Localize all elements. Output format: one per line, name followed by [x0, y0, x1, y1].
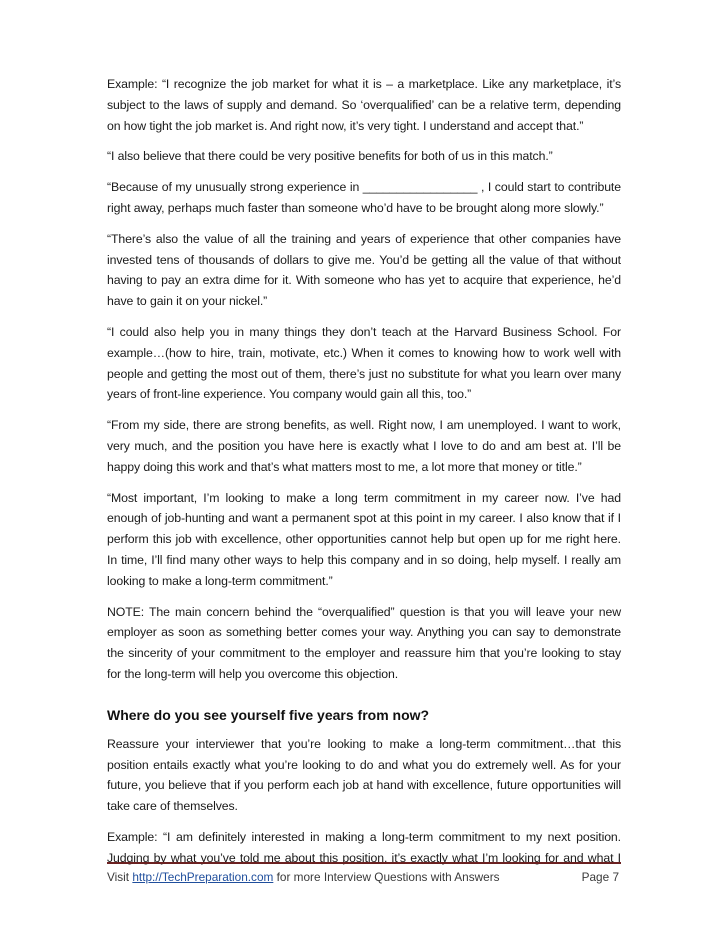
footer-suffix: for more Interview Questions with Answers	[273, 870, 500, 884]
paragraph-experience: “Because of my unusually strong experience in _________________ , I could start to contribute right away, perhaps much faster than someone who’d have to be brought along more slowly.”	[107, 180, 621, 215]
footer-prefix: Visit	[107, 870, 133, 884]
paragraph-example-five-years: Example: “I am definitely interested in making a long-term commitment to my next position. Judging by what you’ve told me about this position, it’s exactly what I’m looking for and what I	[107, 829, 621, 865]
footer-link[interactable]: http://TechPreparation.com	[132, 870, 274, 884]
paragraph-example-intro: Example: “I recognize the job market for what it is – a marketplace. Like any marketplace, it’s subject to the laws of supply and demand. So ‘overqualified’ can be a relative term, depending on how tight the job market is. And right now, it’s very tight. I understand and accept that.”	[107, 77, 621, 133]
paragraph-benefits: “I also believe that there could be very positive benefits for both of us in this match.”	[107, 149, 553, 164]
page-body	[107, 74, 621, 879]
section-heading: Where do you see yourself five years from now?	[107, 706, 430, 723]
paragraph-commitment: “Most important, I’m looking to make a long term commitment in my career now. I’ve had enough of job-hunting and want a permanent spot at this point in my career. I also know that if I perform this job with excellence, other opportunities cannot help but open up for me right here. In time, I’ll find many other ways to help this company and in so doing, help myself. I really am looking to make a long-term commitment.”	[107, 490, 621, 588]
page-number: Page 7	[581, 870, 619, 884]
paragraph-my-side: “From my side, there are strong benefits, as well. Right now, I am unemployed. I want to work, very much, and the position you have here is exactly what I love to do and am best at. I’ll be happy doing this work and that’s what matters most to me, a lot more that money or title.”	[107, 418, 621, 474]
paragraph-harvard: “I could also help you in many things they don’t teach at the Harvard Business School. For example…(how to hire, train, motivate, etc.) When it comes to knowing how to work well with people and getting the most out of them, there’s just no substitute for what you learn over many years of front-line experience. You company would gain all this, too.”	[107, 324, 621, 402]
paragraph-reassure: Reassure your interviewer that you’re looking to make a long-term commitment…that this position entails exactly what you’re looking to do and what you do extremely well. As for your future, you believe that if you perform each job at hand with excellence, future opportunities will take care of themselves.	[107, 736, 621, 814]
paragraph-note: NOTE: The main concern behind the “overqualified” question is that you will leave your new employer as soon as something better comes your way. Anything you can say to demonstrate the sincerity of your commitment to the employer and reassure him that you’re looking to stay for the long-term will help you overcome this objection.	[107, 604, 621, 681]
paragraph-training-value: “There’s also the value of all the training and years of experience that other companies have invested tens of thousands of dollars to give me. You’d be getting all the value of that without having to pay an extra dime for it. With someone who has yet to acquire that experience, he’d have to gain it on your nickel.”	[107, 231, 621, 309]
footer-divider	[107, 862, 621, 864]
footer-text	[107, 869, 500, 885]
page-footer	[107, 869, 621, 885]
